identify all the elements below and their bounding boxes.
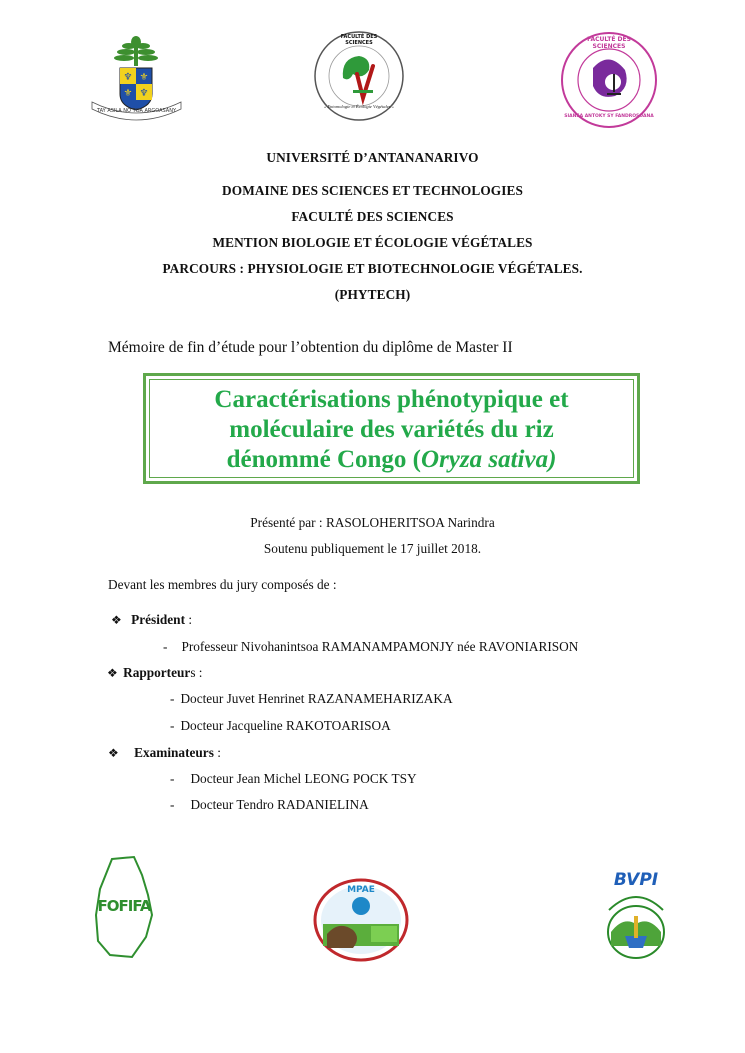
faculte-sciences-right-logo (559, 30, 659, 130)
title-box (143, 373, 640, 484)
mention: MENTION BIOLOGIE ET ÉCOLOGIE VÉGÉTALES (212, 235, 533, 250)
svg-text:♆: ♆ (139, 88, 149, 99)
faculte-sciences-logo (313, 30, 405, 122)
parcours: PARCOURS : PHYSIOLOGIE ET BIOTECHNOLOGIE VÉGÉTALES. (162, 261, 583, 276)
bvpi-text: BVPI (613, 870, 659, 890)
faculte-center-ring-text: FACULTÉ DES SCIENCES (340, 34, 378, 46)
fofifa-text: FOFIFA (97, 897, 151, 915)
jury-examinateur-1: - Docteur Jean Michel LEONG POCK TSY (170, 771, 417, 786)
title-line-3: dénommé Congo (Oryza sativa) (226, 446, 557, 473)
faculte: FACULTÉ DES SCIENCES (291, 209, 454, 224)
university-motto: TAY ASILA NO TOA ARGOASANY (96, 108, 177, 114)
bvpi-logo (603, 866, 669, 962)
species-name: Oryza sativa) (421, 446, 557, 473)
mpae-text: MPAE (347, 885, 375, 895)
jury-rapporteur-1: - Docteur Juvet Henrinet RAZANAMEHARIZAKA (170, 691, 453, 706)
parcours-abbr: (PHYTECH) (334, 287, 411, 302)
memoire-line: Mémoire de fin d’étude pour l’obtention du diplôme de Master II (108, 339, 513, 356)
bullet-icon: ❖ (107, 666, 118, 680)
bullet-icon: ❖ (108, 746, 119, 760)
fofifa-logo (92, 855, 156, 960)
presented-by: Présenté par : RASOLOHERITSOA Narindra (250, 515, 495, 530)
jury-examinateur-2: - Docteur Tendro RADANIELINA (170, 797, 369, 812)
faculte-right-ring-top: FACULTÉ DES SCIENCES (587, 36, 631, 50)
mpae-logo (313, 876, 409, 962)
jury-president: - Professeur Nivohanintsoa RAMANAMPAMONJY née RAVONIARISON (163, 639, 579, 654)
university-logo (84, 32, 189, 127)
faculte-right-ring-bottom: SIANSA ANTOKY SY FANDROSOANA (564, 114, 654, 119)
bullet-icon: ❖ (111, 613, 122, 627)
jury-rapporteur-2: - Docteur Jacqueline RAKOTOARISOA (170, 718, 391, 733)
title-line-2: moléculaire des variétés du riz (229, 416, 554, 443)
jury-president-heading: ❖ Président : (111, 612, 193, 627)
university-name: UNIVERSITÉ D’ANTANANARIVO (266, 150, 479, 165)
title-line-1: Caractérisations phénotypique et (214, 386, 569, 413)
svg-text:♆: ♆ (123, 72, 133, 83)
faculte-center-motto: « Entomologie et Écologie Végétales » (324, 104, 394, 109)
domaine: DOMAINE DES SCIENCES ET TECHNOLOGIES (222, 183, 523, 198)
defense-date: Soutenu publiquement le 17 juillet 2018. (263, 541, 482, 556)
jury-examinateurs-heading: ❖ Examinateurs : (108, 745, 221, 760)
jury-intro: Devant les membres du jury composés de : (108, 577, 337, 592)
jury-rapporteurs-heading: ❖ Rapporteurs : (107, 665, 203, 680)
svg-text:⚜: ⚜ (123, 88, 133, 99)
svg-text:⚜: ⚜ (139, 72, 149, 83)
